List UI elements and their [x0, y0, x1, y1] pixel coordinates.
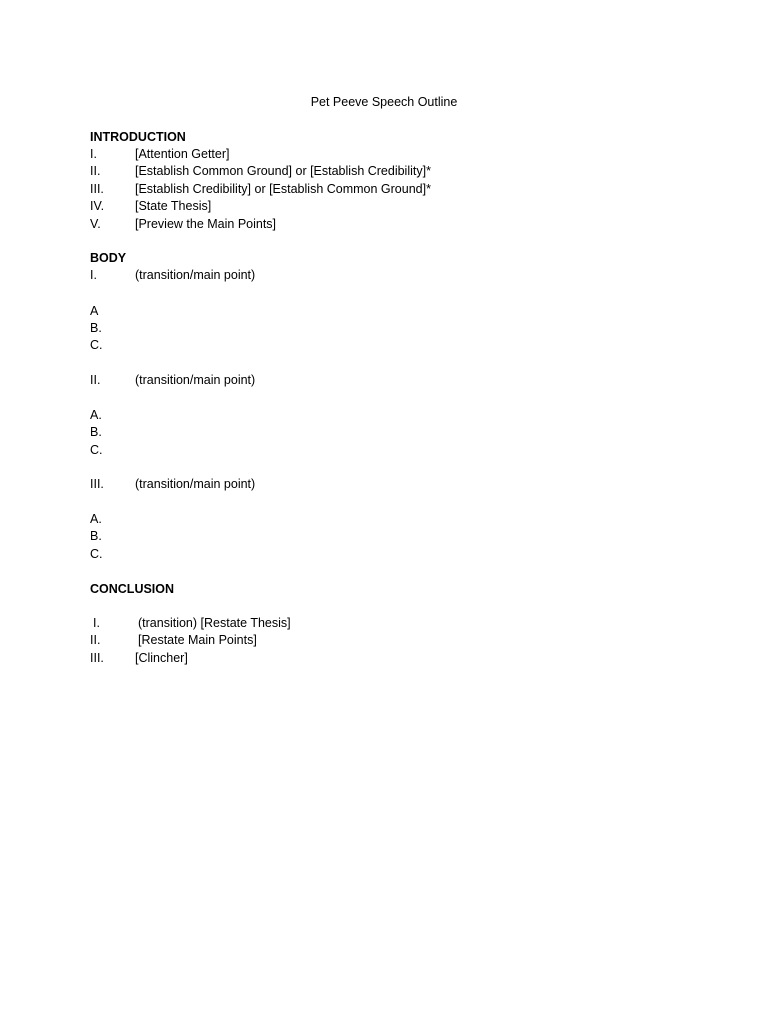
conclusion-item-text: (transition) [Restate Thesis] [138, 616, 291, 630]
introduction-heading: INTRODUCTION [90, 130, 186, 144]
body-subpoint: A. [90, 512, 102, 526]
body-subpoint: C. [90, 443, 103, 457]
conclusion-item-number: III. [90, 651, 104, 665]
conclusion-item [90, 650, 188, 667]
body-heading: BODY [90, 251, 127, 265]
intro-item-number: V. [90, 217, 101, 231]
body-subpoint: C. [90, 338, 103, 352]
conclusion-item-number: II. [90, 633, 101, 647]
intro-item-text: [Establish Common Ground] or [Establish Credibility]* [135, 164, 431, 178]
body-point-number: I. [90, 268, 97, 282]
document-title: Pet Peeve Speech Outline [310, 95, 458, 109]
intro-item [90, 181, 431, 198]
intro-item-text: [Preview the Main Points] [135, 217, 277, 231]
body-point-text: (transition/main point) [135, 373, 256, 387]
conclusion-item-number: I. [93, 616, 100, 630]
body-point-number: III. [90, 477, 104, 491]
conclusion-heading: CONCLUSION [90, 582, 175, 596]
conclusion-item [90, 615, 291, 632]
intro-item-text: [State Thesis] [135, 199, 212, 213]
body-subpoint: C. [90, 547, 103, 561]
body-main-point [90, 267, 255, 284]
body-subpoint: A [90, 304, 99, 318]
intro-item [90, 198, 211, 215]
body-subpoint: A. [90, 408, 102, 422]
body-subpoint: B. [90, 425, 102, 439]
intro-item [90, 146, 230, 163]
intro-item-text: [Attention Getter] [135, 147, 230, 161]
body-subpoint: B. [90, 529, 102, 543]
intro-item-text: [Establish Credibility] or [Establish Common Ground]* [135, 182, 431, 196]
conclusion-item [90, 632, 257, 649]
intro-item-number: II. [90, 164, 101, 178]
body-point-text: (transition/main point) [135, 477, 256, 491]
intro-item-number: I. [90, 147, 97, 161]
body-subpoint: B. [90, 321, 102, 335]
intro-item-number: IV. [90, 199, 105, 213]
body-point-number: II. [90, 373, 101, 387]
intro-item [90, 163, 431, 180]
conclusion-item-text: [Clincher] [135, 651, 188, 665]
intro-item [90, 216, 276, 233]
body-main-point [90, 372, 255, 389]
body-main-point [90, 476, 255, 493]
body-point-text: (transition/main point) [135, 268, 256, 282]
conclusion-item-text: [Restate Main Points] [138, 633, 257, 647]
intro-item-number: III. [90, 182, 104, 196]
